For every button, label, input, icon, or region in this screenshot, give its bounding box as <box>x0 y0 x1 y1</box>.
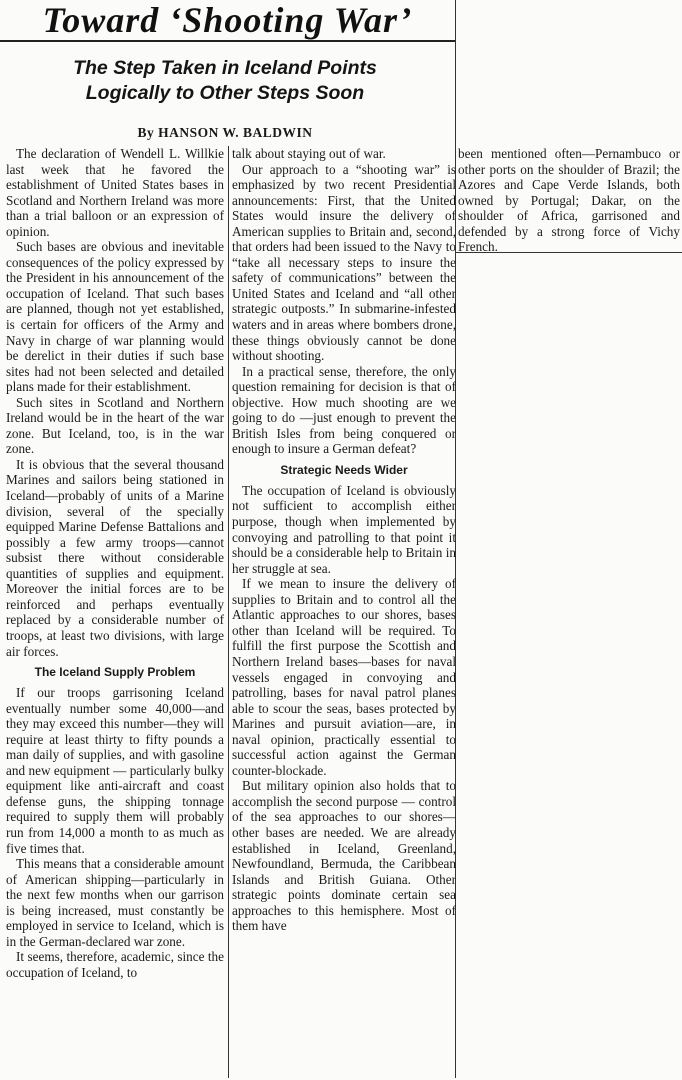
paragraph: If we mean to insure the delivery of supplies to Britain and to control all the Atlantic approaches to our shores, bases other than Iceland will be required. To fulfill the first purpose the Scottish and Northern Ireland bases—bases for naval vessels engaged in convoying and patrolling, bases for naval patrol planes able to scour the seas, bases protected by Marines and pursuit aviation—are, in naval opinion, practically essential to successful action against the German counter-blockade. <box>232 576 456 778</box>
paragraph: talk about staying out of war. <box>232 146 386 161</box>
paragraph: But military opinion also holds that to accomplish the second purpose — control of the sea approaches to our shores—other bases are needed. We are already established in Iceland, Greenland, Newfoundland, Bermuda, the Caribbean Islands and British Guiana. Other strategic points dominate certain sea approaches to this hemisphere. Most of them have <box>232 778 456 934</box>
paragraph: If our troops garrisoning Iceland eventually number some 40,000—and they may exceed this number—they will require at least thirty to fifty pounds a man daily of supplies, and with gasoline and new equipment — particularly bulky equipment like anti-aircraft and coast defense guns, the shipping tonnage required to supply them will probably run from 14,000 a month to as much as five times that. <box>6 685 224 856</box>
paragraph: The occupation of Iceland is obviously not sufficient to accomplish either purpose, though when implemented by convoying and patrolling to that point it should be a considerable help to Britain in her struggle at sea. <box>232 482 456 576</box>
paragraph: It seems, therefore, academic, since the occupation of Iceland, to <box>6 949 224 980</box>
paragraph: Our approach to a “shooting war” is emphasized by two recent Presidential announcements: First, that the United States would insure the delivery of American supplies to Britain and, second, that orders had been issued to the Navy to “take all necessary steps to insure the safety of communications” between the United States and Iceland and “all other strategic outposts.” In submarine-infested waters and in areas where bombers drone, these things obviously cannot be done without shooting. <box>232 161 456 364</box>
article-column-2 <box>232 146 456 934</box>
deck-subheadline <box>30 56 420 106</box>
section-subhead: Strategic Needs Wider <box>280 462 408 477</box>
section-subhead: The Iceland Supply Problem <box>34 665 196 680</box>
paragraph: It is obvious that the several thousand Marines and sailors being stationed in Iceland—probably of units of a Marine division, several of the specially equipped Marine Defense Battalions and possibly a few army troops—cannot subsist there without considerable quantities of supplies and equipment. Moreover the initial forces are to be reinforced and perhaps eventually replaced by a considerable number of troops, at least two divisions, with large air forces. <box>6 456 224 659</box>
deck-line-2: Logically to Other Steps Soon <box>85 82 365 104</box>
paragraph: been mentioned often—Pernambuco or other ports on the shoulder of Brazil; the Azores and Cape Verde Islands, both owned by Portugal; Dakar, on the shoulder of Africa, garrisoned and defended by a strong force of Vichy French. <box>458 146 680 255</box>
paragraph: Such sites in Scotland and Northern Ireland would be in the heart of the war zone. But Iceland, too, is in the war zone. <box>6 394 224 457</box>
paragraph: The declaration of Wendell L. Willkie last week that he favored the establishment of United States bases in Scotland and Northern Ireland was more than a trial balloon or an expression of opinion. <box>6 146 224 239</box>
paragraph: In a practical sense, therefore, the only question remaining for decision is that of objective. How much shooting are we going to do —just enough to prevent the British Isles from being conquered or enough to insure a German defeat? <box>232 363 456 457</box>
deck-line-1: The Step Taken in Iceland Points <box>73 57 377 79</box>
headline: Toward ‘Shooting War’ <box>0 0 455 42</box>
paragraph: Such bases are obvious and inevitable consequences of the policy expressed by the President in his announcement of the occupation of Iceland. That such bases are planned, though not yet established, is certain for officers of the Army and Navy in charge of war planning would be derelict in their duties if such base sites had not been selected and detailed plans made for their establishment. <box>6 239 224 395</box>
byline: By HANSON W. BALDWIN <box>137 125 313 140</box>
paragraph: This means that a considerable amount of American shipping—particularly in the next few months when our garrison is being increased, must constantly be employed in service to Iceland, which is in the German-declared war zone. <box>6 856 224 949</box>
article-column-3 <box>458 146 680 255</box>
article-column-1 <box>6 146 224 980</box>
column-rule-1 <box>228 146 229 1078</box>
